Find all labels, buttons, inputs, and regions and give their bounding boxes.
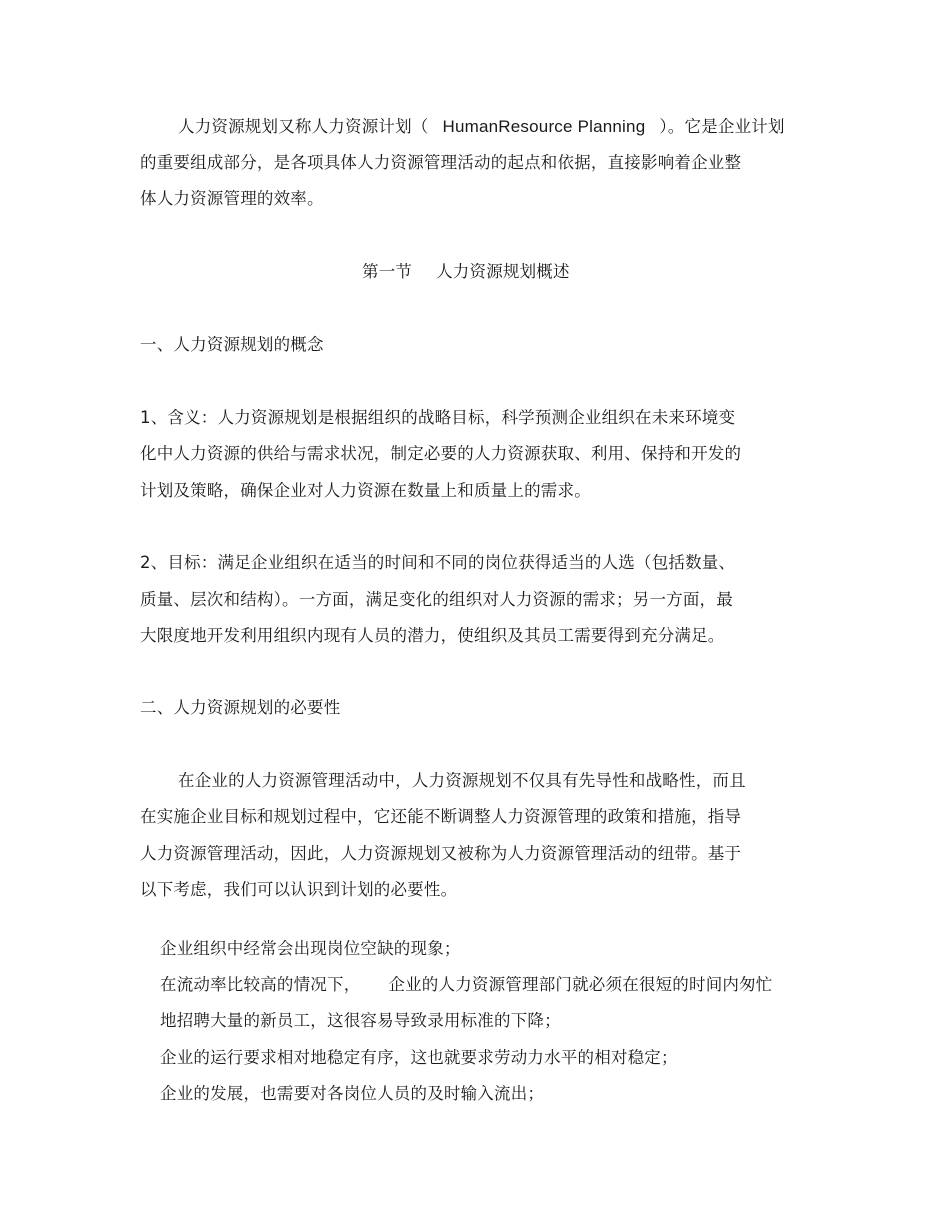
definition-line-1: 1、含义：人力资源规划是根据组织的战略目标，科学预测企业组织在未来环境变 <box>140 408 736 427</box>
section-title-text: 人力资源规划概述 <box>436 262 570 281</box>
goal-line-1: 2、目标：满足企业组织在适当的时间和不同的岗位获得适当的人选（包括数量、 <box>140 553 736 572</box>
reason-item-2-part-a: 在流动率比较高的情况下， <box>160 975 361 994</box>
intro-line-1 <box>178 117 785 137</box>
necessity-line-1: 在企业的人力资源管理活动中，人力资源规划不仅具有先导性和战略性，而且 <box>178 771 746 790</box>
section-title <box>362 262 570 282</box>
definition-line-2: 化中人力资源的供给与需求状况，制定必要的人力资源获取、利用、保持和开发的 <box>140 444 742 463</box>
intro-english-term: HumanResource Planning <box>442 117 646 136</box>
necessity-line-4: 以下考虑，我们可以认识到计划的必要性。 <box>140 880 458 899</box>
reason-item-3: 企业的运行要求相对地稳定有序，这也就要求劳动力水平的相对稳定； <box>160 1048 678 1067</box>
necessity-line-3: 人力资源管理活动，因此，人力资源规划又被称为人力资源管理活动的纽带。基于 <box>140 844 742 863</box>
reason-item-1: 企业组织中经常会出现岗位空缺的现象； <box>160 939 461 958</box>
necessity-line-2: 在实施企业目标和规划过程中，它还能不断调整人力资源管理的政策和措施，指导 <box>140 807 742 826</box>
goal-line-3: 大限度地开发利用组织内现有人员的潜力，使组织及其员工需要得到充分满足。 <box>140 626 725 645</box>
intro-line-1-suffix: ）。它是企业计划 <box>659 117 785 136</box>
intro-line-1-prefix: 人力资源规划又称人力资源计划（ <box>178 117 429 136</box>
goal-line-2: 质量、层次和结构）。一方面，满足变化的组织对人力资源的需求；另一方面，最 <box>140 590 733 609</box>
intro-line-2: 的重要组成部分，是各项具体人力资源管理活动的起点和依据，直接影响着企业整 <box>140 153 742 172</box>
reason-item-4: 企业的发展，也需要对各岗位人员的及时输入流出； <box>160 1084 545 1103</box>
heading-necessity: 二、人力资源规划的必要性 <box>140 698 341 717</box>
reason-item-2-line-1 <box>160 975 773 995</box>
heading-concept: 一、人力资源规划的概念 <box>140 335 324 354</box>
reason-item-2-line-2: 地招聘大量的新员工，这很容易导致录用标准的下降； <box>160 1011 561 1030</box>
intro-line-3: 体人力资源管理的效率。 <box>140 189 324 208</box>
reason-item-2-part-b: 企业的人力资源管理部门就必须在很短的时间内匆忙 <box>388 975 773 994</box>
section-number: 第一节 <box>362 262 413 281</box>
definition-line-3: 计划及策略，确保企业对人力资源在数量上和质量上的需求。 <box>140 481 591 500</box>
